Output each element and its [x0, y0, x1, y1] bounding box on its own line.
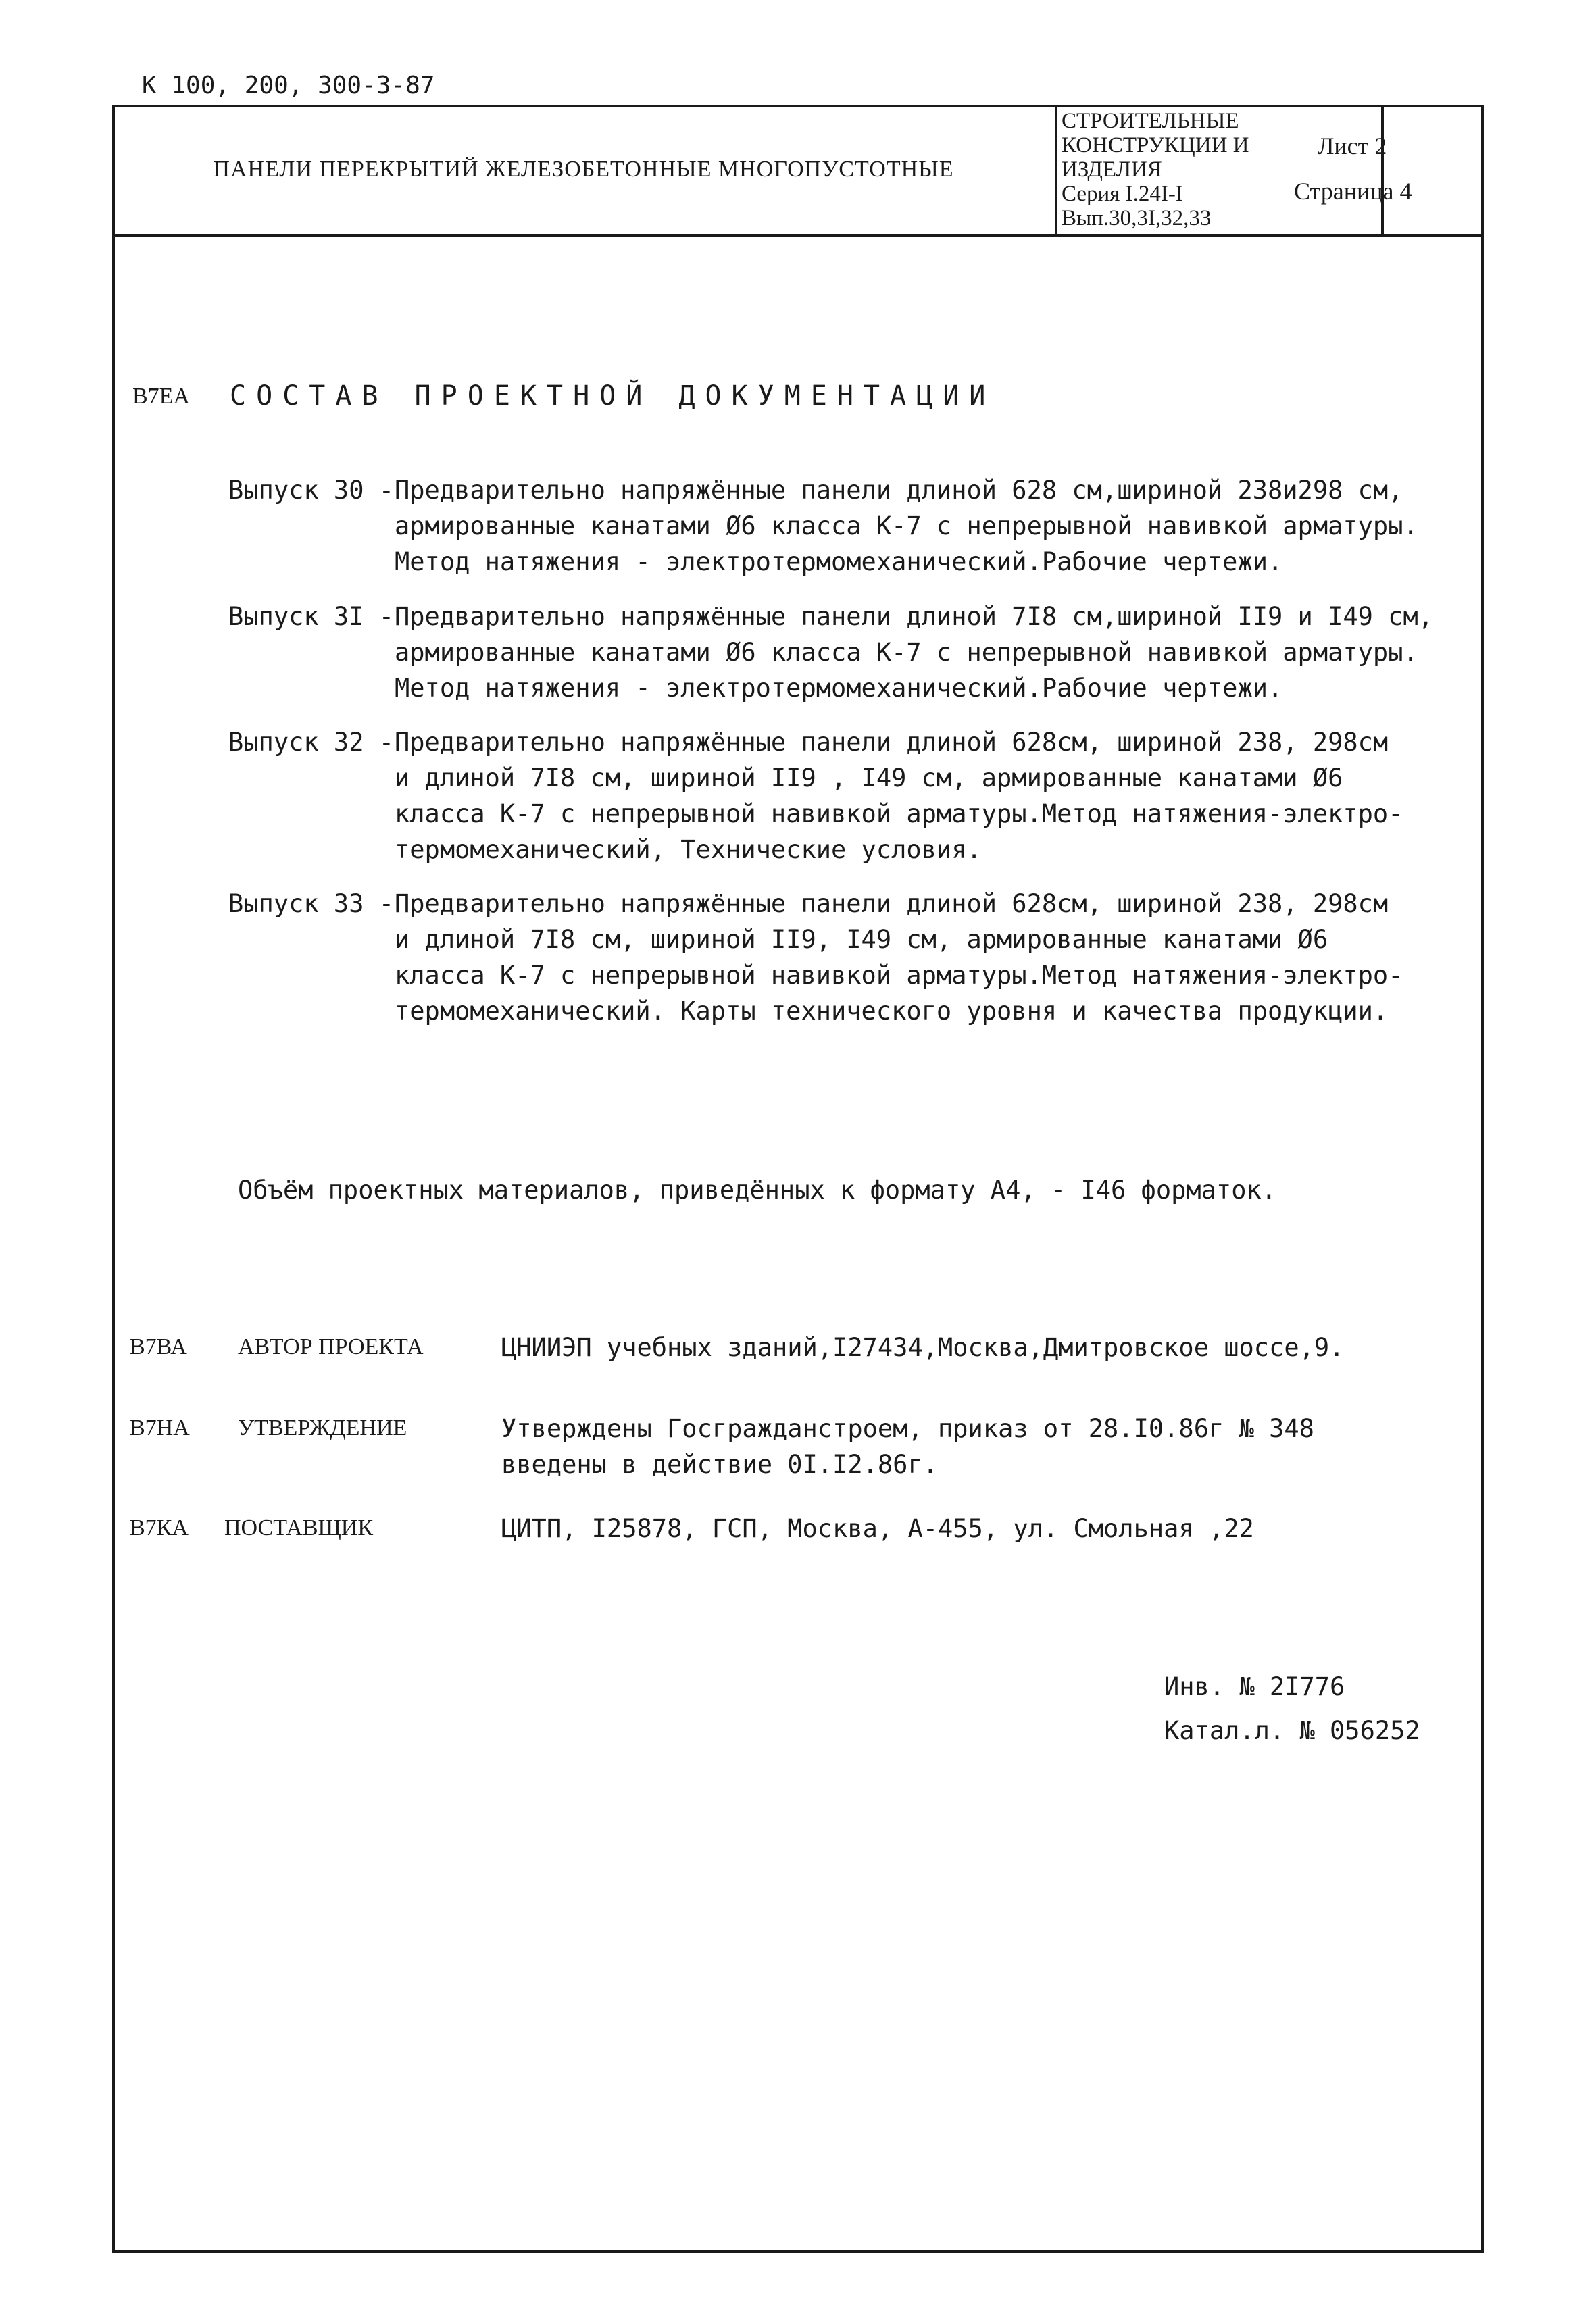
- field-label: ПОСТАВЩИК: [224, 1515, 374, 1540]
- sheet-cell: [1384, 105, 1481, 234]
- issue-line: термомеханический. Карты технического уровня и качества продукции.: [395, 997, 1389, 1026]
- catalog-number: Катал.л. № 056252: [1164, 1716, 1420, 1745]
- issue-line: Предварительно напряжённые панели длиной 7I8 см,шириной II9 и I49 см,: [395, 602, 1434, 631]
- issue-line: Предварительно напряжённые панели длиной 628 см,шириной 238и298 см,: [395, 476, 1403, 505]
- issue-label: Выпуск 33 -: [228, 889, 395, 918]
- field-code: В7КА: [130, 1515, 189, 1540]
- document-title: ПАНЕЛИ ПЕРЕКРЫТИЙ ЖЕЛЕЗОБЕТОННЫЕ МНОГОПУСТОТНЫЕ: [213, 157, 954, 182]
- document-code: К 100, 200, 300-3-87: [142, 72, 435, 99]
- page-number: Страница 4: [1294, 178, 1412, 205]
- inventory-number: Инв. № 2I776: [1164, 1672, 1345, 1701]
- series-line: Серия I.24I-I: [1062, 182, 1183, 206]
- section-code: В7ЕА: [132, 384, 190, 409]
- issue-label: Выпуск 3I -: [228, 602, 395, 631]
- issue-label: Выпуск 30 -: [228, 476, 395, 505]
- issue-line: и длиной 7I8 см, шириной II9, I49 см, армированные канатами Ø6: [395, 925, 1328, 954]
- issue-label: Выпуск 32 -: [228, 728, 395, 757]
- issue-line: Предварительно напряжённые панели длиной 628см, шириной 238, 298см: [395, 728, 1389, 757]
- field-label: АВТОР ПРОЕКТА: [238, 1334, 424, 1359]
- issue-line: Предварительно напряжённые панели длиной 628см, шириной 238, 298см: [395, 889, 1389, 918]
- issue-line: термомеханический, Технические условия.: [395, 835, 982, 864]
- issue-line: класса К-7 с непрерывной навивкой арматуры.Метод натяжения-электро-: [395, 799, 1403, 828]
- section-heading: СОСТАВ ПРОЕКТНОЙ ДОКУМЕНТАЦИИ: [230, 380, 996, 411]
- field-label: УТВЕРЖДЕНИЕ: [238, 1415, 407, 1440]
- field-value: ЦИТП, I25878, ГСП, Москва, А-455, ул. Смольная ,22: [501, 1514, 1254, 1543]
- volume-note: Объём проектных материалов, приведённых к формату А4, - I46 форматок.: [238, 1176, 1277, 1205]
- field-value: ЦНИИЭП учебных зданий,I27434,Москва,Дмитровское шоссе,9.: [501, 1333, 1345, 1362]
- field-value: введены в действие 0I.I2.86г.: [501, 1450, 939, 1479]
- field-code: В7НА: [130, 1415, 190, 1440]
- issue-line: класса К-7 с непрерывной навивкой арматуры.Метод натяжения-электро-: [395, 961, 1403, 990]
- series-line: Вып.30,3I,32,33: [1062, 206, 1212, 230]
- issue-line: и длиной 7I8 см, шириной II9 , I49 см, армированные канатами Ø6: [395, 763, 1343, 793]
- field-code: В7ВА: [130, 1334, 187, 1359]
- series-cell: [1055, 105, 1384, 234]
- field-value: Утверждены Госгражданстроем, приказ от 28.I0.86г № 348: [501, 1414, 1314, 1443]
- series-line: КОНСТРУКЦИИ И: [1062, 133, 1249, 157]
- sheet-number: Лист 2: [1318, 132, 1387, 159]
- issue-line: армированные канатами Ø6 класса К-7 с непрерывной навивкой арматуры.: [395, 638, 1418, 667]
- issue-line: Метод натяжения - электротермомеханический.Рабочие чертежи.: [395, 674, 1283, 703]
- series-line: СТРОИТЕЛЬНЫЕ: [1062, 109, 1239, 133]
- series-line: ИЗДЕЛИЯ: [1062, 157, 1162, 182]
- issue-line: армированные канатами Ø6 класса К-7 с непрерывной навивкой арматуры.: [395, 511, 1418, 540]
- issue-line: Метод натяжения - электротермомеханический.Рабочие чертежи.: [395, 547, 1283, 576]
- title-block: [112, 105, 1484, 237]
